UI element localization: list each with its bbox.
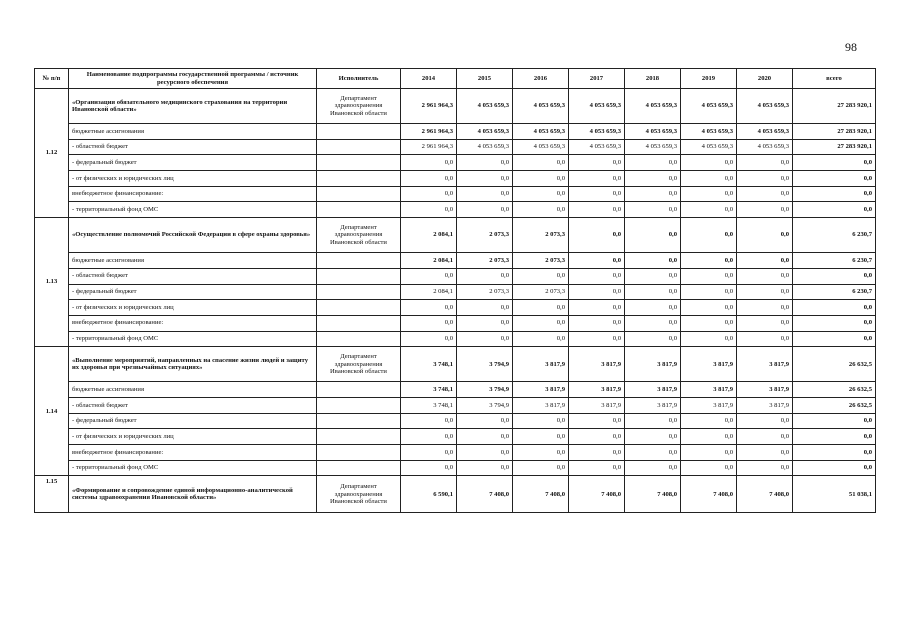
year-value: 0,0 bbox=[569, 202, 625, 218]
table-header-row bbox=[35, 69, 876, 89]
col-header-name: Наименование подпрограммы государственной программы / источник ресурсного обеспечения bbox=[69, 69, 317, 89]
year-value: 2 961 964,3 bbox=[401, 124, 457, 140]
funding-source-label: - областной бюджет bbox=[69, 397, 317, 413]
year-value: 2 073,3 bbox=[457, 253, 513, 269]
executor-empty bbox=[317, 315, 401, 331]
col-header-year: 2014 bbox=[401, 69, 457, 89]
year-value: 0,0 bbox=[401, 315, 457, 331]
year-value: 0,0 bbox=[625, 284, 681, 300]
year-value: 3 794,9 bbox=[457, 347, 513, 382]
year-value: 3 817,9 bbox=[681, 382, 737, 398]
year-value: 0,0 bbox=[457, 171, 513, 187]
year-value: 3 817,9 bbox=[737, 397, 793, 413]
year-value: 4 053 659,3 bbox=[569, 89, 625, 124]
year-value: 2 084,1 bbox=[401, 253, 457, 269]
funding-source-label: внебюджетное финансирование: bbox=[69, 445, 317, 461]
executor-empty bbox=[317, 253, 401, 269]
year-value: 0,0 bbox=[513, 300, 569, 316]
year-value: 0,0 bbox=[737, 445, 793, 461]
funding-source-label: - от физических и юридических лиц bbox=[69, 171, 317, 187]
year-value: 0,0 bbox=[625, 331, 681, 347]
executor-empty bbox=[317, 202, 401, 218]
year-value: 2 961 964,3 bbox=[401, 89, 457, 124]
total-value: 0,0 bbox=[793, 413, 876, 429]
total-value: 6 230,7 bbox=[793, 253, 876, 269]
funding-source-row bbox=[35, 429, 876, 445]
year-value: 3 817,9 bbox=[569, 397, 625, 413]
funding-source-label: внебюджетное финансирование: bbox=[69, 186, 317, 202]
year-value: 0,0 bbox=[569, 186, 625, 202]
funding-source-row bbox=[35, 253, 876, 269]
year-value: 0,0 bbox=[681, 429, 737, 445]
year-value: 0,0 bbox=[681, 315, 737, 331]
year-value: 0,0 bbox=[513, 315, 569, 331]
year-value: 3 817,9 bbox=[569, 347, 625, 382]
year-value: 0,0 bbox=[457, 268, 513, 284]
year-value: 0,0 bbox=[513, 413, 569, 429]
year-value: 0,0 bbox=[401, 171, 457, 187]
year-value: 0,0 bbox=[457, 202, 513, 218]
year-value: 0,0 bbox=[401, 445, 457, 461]
year-value: 3 817,9 bbox=[625, 347, 681, 382]
col-header-year: 2015 bbox=[457, 69, 513, 89]
total-value: 0,0 bbox=[793, 445, 876, 461]
total-value: 27 283 920,1 bbox=[793, 139, 876, 155]
year-value: 0,0 bbox=[737, 253, 793, 269]
funding-source-label: - федеральный бюджет bbox=[69, 284, 317, 300]
year-value: 0,0 bbox=[737, 186, 793, 202]
year-value: 0,0 bbox=[737, 300, 793, 316]
year-value: 0,0 bbox=[737, 413, 793, 429]
year-value: 3 748,1 bbox=[401, 397, 457, 413]
year-value: 3 817,9 bbox=[737, 382, 793, 398]
year-value: 0,0 bbox=[513, 171, 569, 187]
year-value: 0,0 bbox=[625, 218, 681, 253]
year-value: 4 053 659,3 bbox=[625, 89, 681, 124]
year-value: 0,0 bbox=[457, 186, 513, 202]
subprogram-title: «Осуществление полномочий Российской Федерации в сфере охраны здоровья» bbox=[69, 218, 317, 253]
total-value: 26 632,5 bbox=[793, 397, 876, 413]
funding-source-row bbox=[35, 300, 876, 316]
year-value: 0,0 bbox=[513, 331, 569, 347]
total-value: 0,0 bbox=[793, 429, 876, 445]
year-value: 0,0 bbox=[401, 155, 457, 171]
year-value: 4 053 659,3 bbox=[457, 139, 513, 155]
year-value: 3 817,9 bbox=[737, 347, 793, 382]
total-value: 27 283 920,1 bbox=[793, 124, 876, 140]
year-value: 0,0 bbox=[569, 460, 625, 476]
year-value: 0,0 bbox=[625, 315, 681, 331]
year-value: 0,0 bbox=[681, 186, 737, 202]
year-value: 0,0 bbox=[401, 413, 457, 429]
funding-source-label: - областной бюджет bbox=[69, 268, 317, 284]
year-value: 0,0 bbox=[569, 331, 625, 347]
subprogram-row bbox=[35, 89, 876, 124]
year-value: 4 053 659,3 bbox=[681, 89, 737, 124]
year-value: 0,0 bbox=[681, 253, 737, 269]
year-value: 0,0 bbox=[401, 202, 457, 218]
funding-source-row bbox=[35, 284, 876, 300]
year-value: 0,0 bbox=[513, 460, 569, 476]
year-value: 0,0 bbox=[569, 268, 625, 284]
year-value: 7 408,0 bbox=[569, 476, 625, 513]
year-value: 3 817,9 bbox=[513, 347, 569, 382]
funding-source-row bbox=[35, 202, 876, 218]
year-value: 2 084,1 bbox=[401, 218, 457, 253]
year-value: 3 748,1 bbox=[401, 347, 457, 382]
executor-empty bbox=[317, 397, 401, 413]
total-value: 0,0 bbox=[793, 460, 876, 476]
year-value: 0,0 bbox=[681, 284, 737, 300]
year-value: 0,0 bbox=[457, 155, 513, 171]
funding-source-row bbox=[35, 413, 876, 429]
funding-source-row bbox=[35, 315, 876, 331]
year-value: 0,0 bbox=[737, 171, 793, 187]
funding-source-row bbox=[35, 171, 876, 187]
total-value: 0,0 bbox=[793, 155, 876, 171]
year-value: 0,0 bbox=[569, 315, 625, 331]
year-value: 0,0 bbox=[681, 331, 737, 347]
funding-source-row bbox=[35, 186, 876, 202]
funding-source-row bbox=[35, 124, 876, 140]
year-value: 2 084,1 bbox=[401, 284, 457, 300]
year-value: 4 053 659,3 bbox=[625, 139, 681, 155]
year-value: 7 408,0 bbox=[513, 476, 569, 513]
funding-source-row bbox=[35, 268, 876, 284]
year-value: 0,0 bbox=[457, 300, 513, 316]
year-value: 4 053 659,3 bbox=[681, 139, 737, 155]
subprogram-title: «Формирование и сопровождение единой информационно-аналитической системы здравоохранения Ивановской области» bbox=[69, 476, 317, 513]
funding-source-label: - территориальный фонд ОМС bbox=[69, 202, 317, 218]
year-value: 3 817,9 bbox=[681, 397, 737, 413]
total-value: 0,0 bbox=[793, 331, 876, 347]
executor-empty bbox=[317, 139, 401, 155]
total-value: 0,0 bbox=[793, 300, 876, 316]
year-value: 2 073,3 bbox=[513, 218, 569, 253]
year-value: 0,0 bbox=[625, 268, 681, 284]
executor-empty bbox=[317, 445, 401, 461]
executor-empty bbox=[317, 382, 401, 398]
year-value: 0,0 bbox=[569, 429, 625, 445]
year-value: 4 053 659,3 bbox=[457, 124, 513, 140]
year-value: 0,0 bbox=[625, 202, 681, 218]
col-header-year: 2017 bbox=[569, 69, 625, 89]
year-value: 0,0 bbox=[401, 186, 457, 202]
year-value: 4 053 659,3 bbox=[681, 124, 737, 140]
executor-name: Департамент здравоохранения Ивановской области bbox=[317, 476, 401, 513]
year-value: 0,0 bbox=[569, 218, 625, 253]
section-number: 1.15 bbox=[35, 476, 69, 513]
col-header-year: 2018 bbox=[625, 69, 681, 89]
year-value: 0,0 bbox=[513, 429, 569, 445]
year-value: 0,0 bbox=[401, 331, 457, 347]
year-value: 0,0 bbox=[681, 413, 737, 429]
year-value: 2 073,3 bbox=[513, 284, 569, 300]
funding-table bbox=[34, 68, 876, 513]
subprogram-title: «Выполнение мероприятий, направленных на спасение жизни людей и защиту их здоровья при чрезвычайных ситуациях» bbox=[69, 347, 317, 382]
year-value: 0,0 bbox=[569, 413, 625, 429]
funding-source-label: - областной бюджет bbox=[69, 139, 317, 155]
year-value: 0,0 bbox=[737, 284, 793, 300]
year-value: 0,0 bbox=[513, 445, 569, 461]
executor-empty bbox=[317, 124, 401, 140]
year-value: 3 817,9 bbox=[681, 347, 737, 382]
subprogram-title: «Организация обязательного медицинского страхования на территории Ивановской области» bbox=[69, 89, 317, 124]
funding-source-row bbox=[35, 155, 876, 171]
year-value: 0,0 bbox=[625, 413, 681, 429]
year-value: 0,0 bbox=[513, 186, 569, 202]
col-header-year: 2016 bbox=[513, 69, 569, 89]
year-value: 4 053 659,3 bbox=[737, 89, 793, 124]
year-value: 0,0 bbox=[569, 155, 625, 171]
year-value: 0,0 bbox=[737, 155, 793, 171]
funding-source-row bbox=[35, 397, 876, 413]
year-value: 0,0 bbox=[457, 445, 513, 461]
funding-source-row bbox=[35, 445, 876, 461]
year-value: 0,0 bbox=[625, 300, 681, 316]
total-value: 27 283 920,1 bbox=[793, 89, 876, 124]
year-value: 0,0 bbox=[457, 315, 513, 331]
year-value: 0,0 bbox=[401, 460, 457, 476]
executor-name: Департамент здравоохранения Ивановской области bbox=[317, 218, 401, 253]
executor-name: Департамент здравоохранения Ивановской области bbox=[317, 89, 401, 124]
year-value: 0,0 bbox=[401, 268, 457, 284]
funding-source-label: - территориальный фонд ОМС bbox=[69, 460, 317, 476]
year-value: 0,0 bbox=[681, 218, 737, 253]
year-value: 2 073,3 bbox=[513, 253, 569, 269]
executor-empty bbox=[317, 284, 401, 300]
executor-empty bbox=[317, 413, 401, 429]
year-value: 7 408,0 bbox=[681, 476, 737, 513]
year-value: 7 408,0 bbox=[737, 476, 793, 513]
year-value: 0,0 bbox=[681, 268, 737, 284]
year-value: 0,0 bbox=[737, 460, 793, 476]
col-header-year: 2019 bbox=[681, 69, 737, 89]
funding-source-label: - территориальный фонд ОМС bbox=[69, 331, 317, 347]
year-value: 3 817,9 bbox=[569, 382, 625, 398]
executor-empty bbox=[317, 155, 401, 171]
executor-empty bbox=[317, 460, 401, 476]
year-value: 2 961 964,3 bbox=[401, 139, 457, 155]
year-value: 2 073,3 bbox=[457, 218, 513, 253]
year-value: 0,0 bbox=[737, 202, 793, 218]
year-value: 3 817,9 bbox=[625, 382, 681, 398]
subprogram-row bbox=[35, 476, 876, 513]
col-header-num: № п/п bbox=[35, 69, 69, 89]
year-value: 7 408,0 bbox=[457, 476, 513, 513]
year-value: 0,0 bbox=[457, 331, 513, 347]
year-value: 4 053 659,3 bbox=[513, 139, 569, 155]
funding-source-label: бюджетные ассигнования bbox=[69, 253, 317, 269]
executor-name: Департамент здравоохранения Ивановской области bbox=[317, 347, 401, 382]
year-value: 0,0 bbox=[569, 253, 625, 269]
funding-source-row bbox=[35, 331, 876, 347]
col-header-year: 2020 bbox=[737, 69, 793, 89]
executor-empty bbox=[317, 429, 401, 445]
year-value: 0,0 bbox=[625, 253, 681, 269]
section-number: 1.12 bbox=[35, 89, 69, 218]
year-value: 3 817,9 bbox=[625, 397, 681, 413]
year-value: 4 053 659,3 bbox=[513, 124, 569, 140]
section-number: 1.13 bbox=[35, 218, 69, 347]
total-value: 0,0 bbox=[793, 171, 876, 187]
year-value: 0,0 bbox=[681, 155, 737, 171]
year-value: 0,0 bbox=[681, 300, 737, 316]
funding-source-row bbox=[35, 382, 876, 398]
year-value: 4 053 659,3 bbox=[457, 89, 513, 124]
subprogram-row bbox=[35, 347, 876, 382]
total-value: 0,0 bbox=[793, 186, 876, 202]
total-value: 26 632,5 bbox=[793, 382, 876, 398]
total-value: 51 038,1 bbox=[793, 476, 876, 513]
year-value: 4 053 659,3 bbox=[513, 89, 569, 124]
year-value: 0,0 bbox=[681, 202, 737, 218]
year-value: 0,0 bbox=[625, 429, 681, 445]
year-value: 3 817,9 bbox=[513, 397, 569, 413]
year-value: 0,0 bbox=[625, 460, 681, 476]
year-value: 3 794,9 bbox=[457, 382, 513, 398]
year-value: 0,0 bbox=[737, 331, 793, 347]
year-value: 0,0 bbox=[737, 315, 793, 331]
year-value: 0,0 bbox=[625, 155, 681, 171]
funding-source-label: - от физических и юридических лиц bbox=[69, 300, 317, 316]
executor-empty bbox=[317, 300, 401, 316]
year-value: 4 053 659,3 bbox=[737, 124, 793, 140]
total-value: 0,0 bbox=[793, 315, 876, 331]
year-value: 0,0 bbox=[569, 445, 625, 461]
total-value: 6 230,7 bbox=[793, 284, 876, 300]
funding-source-label: бюджетные ассигнования bbox=[69, 382, 317, 398]
executor-empty bbox=[317, 186, 401, 202]
year-value: 0,0 bbox=[737, 218, 793, 253]
funding-source-row bbox=[35, 460, 876, 476]
funding-source-label: внебюджетное финансирование: bbox=[69, 315, 317, 331]
total-value: 6 230,7 bbox=[793, 218, 876, 253]
funding-source-label: - федеральный бюджет bbox=[69, 413, 317, 429]
page-number: 98 bbox=[845, 40, 857, 54]
col-header-total: всего bbox=[793, 69, 876, 89]
year-value: 0,0 bbox=[569, 171, 625, 187]
year-value: 3 817,9 bbox=[513, 382, 569, 398]
year-value: 4 053 659,3 bbox=[569, 124, 625, 140]
total-value: 0,0 bbox=[793, 268, 876, 284]
year-value: 4 053 659,3 bbox=[569, 139, 625, 155]
year-value: 0,0 bbox=[457, 429, 513, 445]
year-value: 0,0 bbox=[681, 445, 737, 461]
year-value: 0,0 bbox=[625, 445, 681, 461]
year-value: 0,0 bbox=[401, 300, 457, 316]
subprogram-row bbox=[35, 218, 876, 253]
year-value: 4 053 659,3 bbox=[737, 139, 793, 155]
funding-source-label: бюджетные ассигнования bbox=[69, 124, 317, 140]
section-number: 1.14 bbox=[35, 347, 69, 476]
total-value: 0,0 bbox=[793, 202, 876, 218]
year-value: 0,0 bbox=[457, 413, 513, 429]
funding-source-label: - от физических и юридических лиц bbox=[69, 429, 317, 445]
year-value: 0,0 bbox=[569, 300, 625, 316]
year-value: 0,0 bbox=[737, 268, 793, 284]
year-value: 0,0 bbox=[681, 171, 737, 187]
executor-empty bbox=[317, 171, 401, 187]
table-body bbox=[35, 89, 876, 513]
year-value: 3 748,1 bbox=[401, 382, 457, 398]
year-value: 0,0 bbox=[513, 155, 569, 171]
executor-empty bbox=[317, 331, 401, 347]
year-value: 0,0 bbox=[625, 171, 681, 187]
year-value: 0,0 bbox=[569, 284, 625, 300]
col-header-executor: Исполнитель bbox=[317, 69, 401, 89]
funding-source-row bbox=[35, 139, 876, 155]
year-value: 0,0 bbox=[625, 186, 681, 202]
funding-source-label: - федеральный бюджет bbox=[69, 155, 317, 171]
year-value: 0,0 bbox=[401, 429, 457, 445]
year-value: 0,0 bbox=[737, 429, 793, 445]
year-value: 3 794,9 bbox=[457, 397, 513, 413]
year-value: 0,0 bbox=[681, 460, 737, 476]
year-value: 2 073,3 bbox=[457, 284, 513, 300]
year-value: 7 408,0 bbox=[625, 476, 681, 513]
year-value: 6 590,1 bbox=[401, 476, 457, 513]
executor-empty bbox=[317, 268, 401, 284]
year-value: 0,0 bbox=[513, 268, 569, 284]
year-value: 0,0 bbox=[457, 460, 513, 476]
year-value: 0,0 bbox=[513, 202, 569, 218]
total-value: 26 632,5 bbox=[793, 347, 876, 382]
year-value: 4 053 659,3 bbox=[625, 124, 681, 140]
